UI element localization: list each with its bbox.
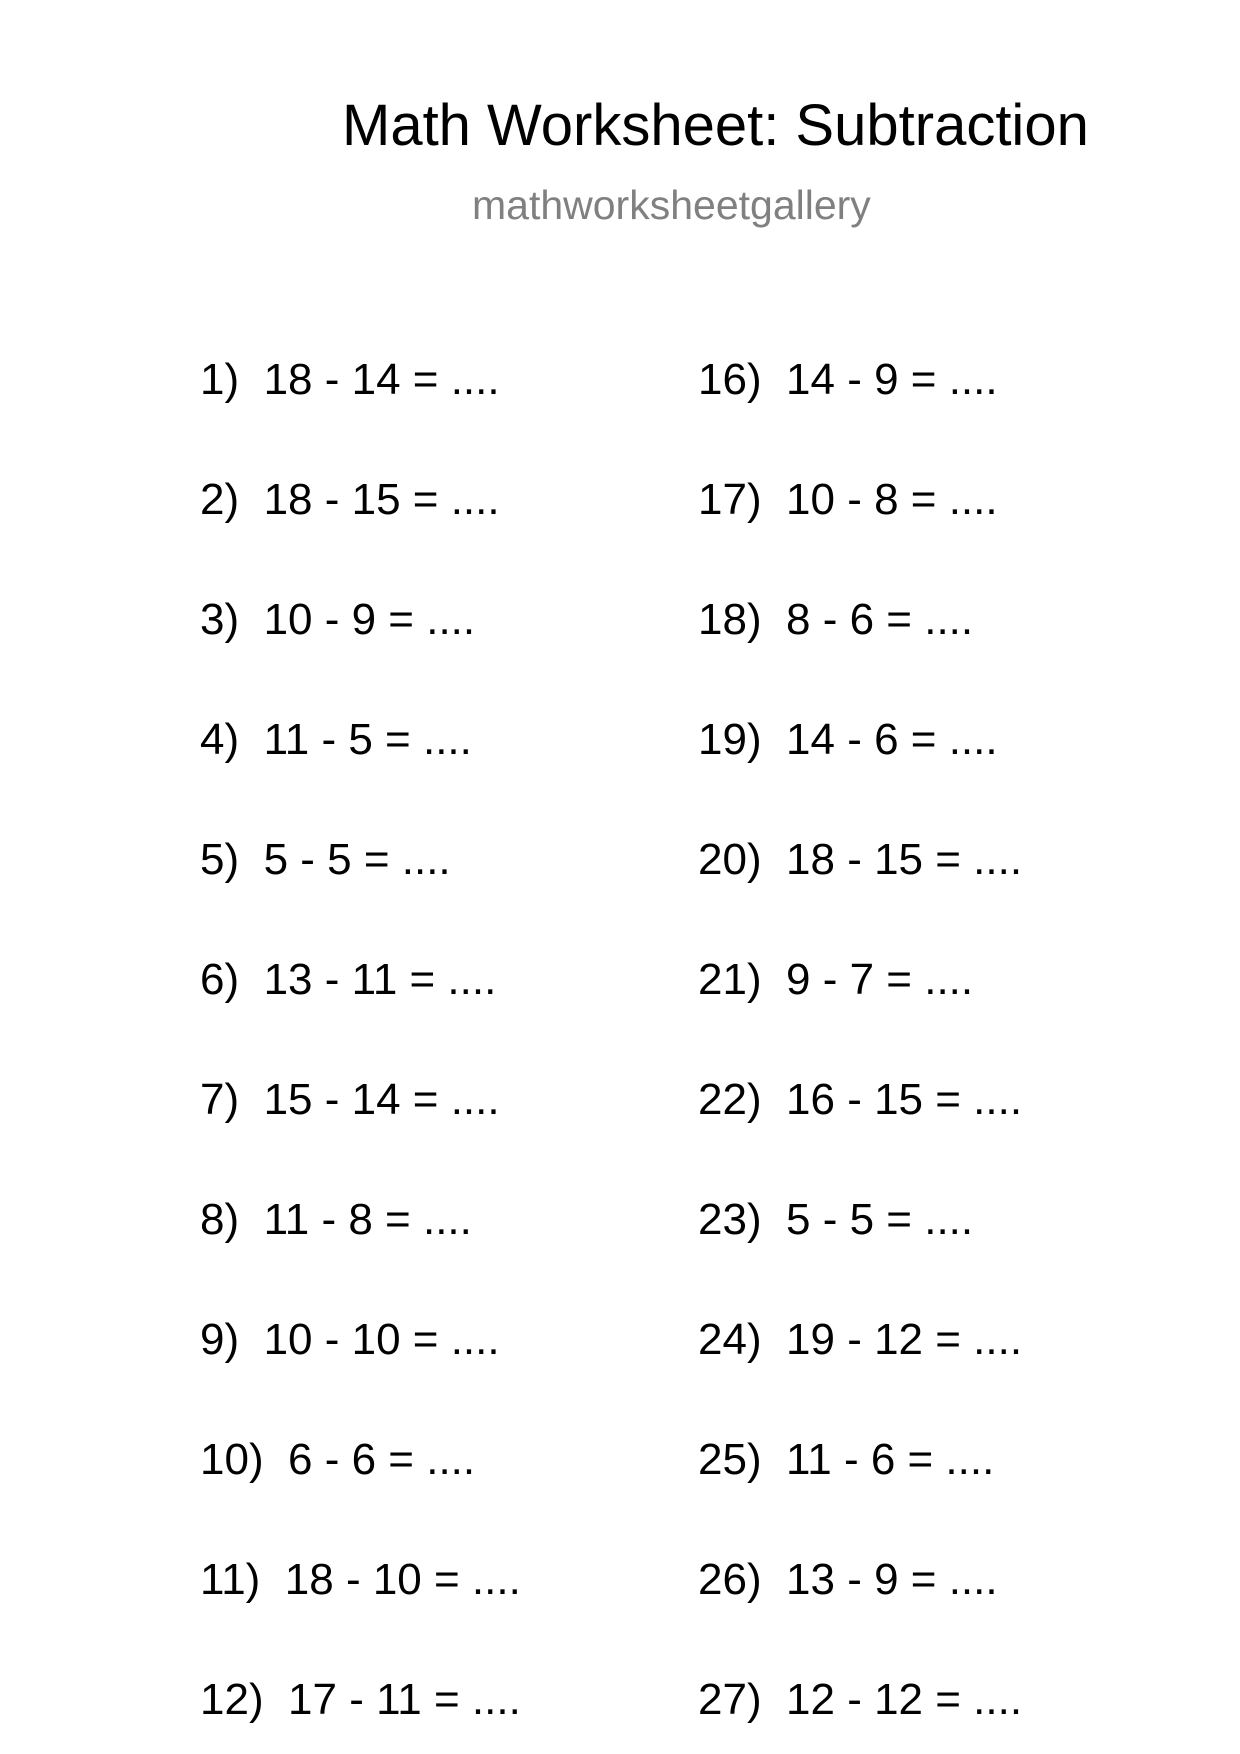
problem-item: 24) 19 - 12 = .... bbox=[698, 1315, 1023, 1364]
problem-item: 20) 18 - 15 = .... bbox=[698, 835, 1023, 884]
problem-item: 21) 9 - 7 = .... bbox=[698, 955, 974, 1004]
worksheet-title: Math Worksheet: Subtraction bbox=[342, 93, 1089, 158]
problem-item: 12) 17 - 11 = .... bbox=[200, 1675, 521, 1724]
problem-item: 11) 18 - 10 = .... bbox=[200, 1555, 521, 1604]
problem-item: 18) 8 - 6 = .... bbox=[698, 595, 974, 644]
problem-item: 4) 11 - 5 = .... bbox=[200, 715, 472, 764]
problem-item: 19) 14 - 6 = .... bbox=[698, 715, 998, 764]
problem-item: 27) 12 - 12 = .... bbox=[698, 1675, 1023, 1724]
problem-item: 8) 11 - 8 = .... bbox=[200, 1195, 472, 1244]
problem-item: 23) 5 - 5 = .... bbox=[698, 1195, 974, 1244]
problem-item: 9) 10 - 10 = .... bbox=[200, 1315, 500, 1364]
problem-item: 1) 18 - 14 = .... bbox=[200, 355, 500, 404]
problem-item: 17) 10 - 8 = .... bbox=[698, 475, 998, 524]
problem-item: 10) 6 - 6 = .... bbox=[200, 1435, 476, 1484]
problem-item: 6) 13 - 11 = .... bbox=[200, 955, 497, 1004]
worksheet-source: mathworksheetgallery bbox=[472, 182, 871, 228]
problem-item: 5) 5 - 5 = .... bbox=[200, 835, 451, 884]
problem-item: 16) 14 - 9 = .... bbox=[698, 355, 998, 404]
problem-item: 22) 16 - 15 = .... bbox=[698, 1075, 1023, 1124]
problem-item: 25) 11 - 6 = .... bbox=[698, 1435, 995, 1484]
problem-item: 7) 15 - 14 = .... bbox=[200, 1075, 500, 1124]
problem-item: 3) 10 - 9 = .... bbox=[200, 595, 476, 644]
problem-item: 2) 18 - 15 = .... bbox=[200, 475, 500, 524]
problem-item: 26) 13 - 9 = .... bbox=[698, 1555, 998, 1604]
